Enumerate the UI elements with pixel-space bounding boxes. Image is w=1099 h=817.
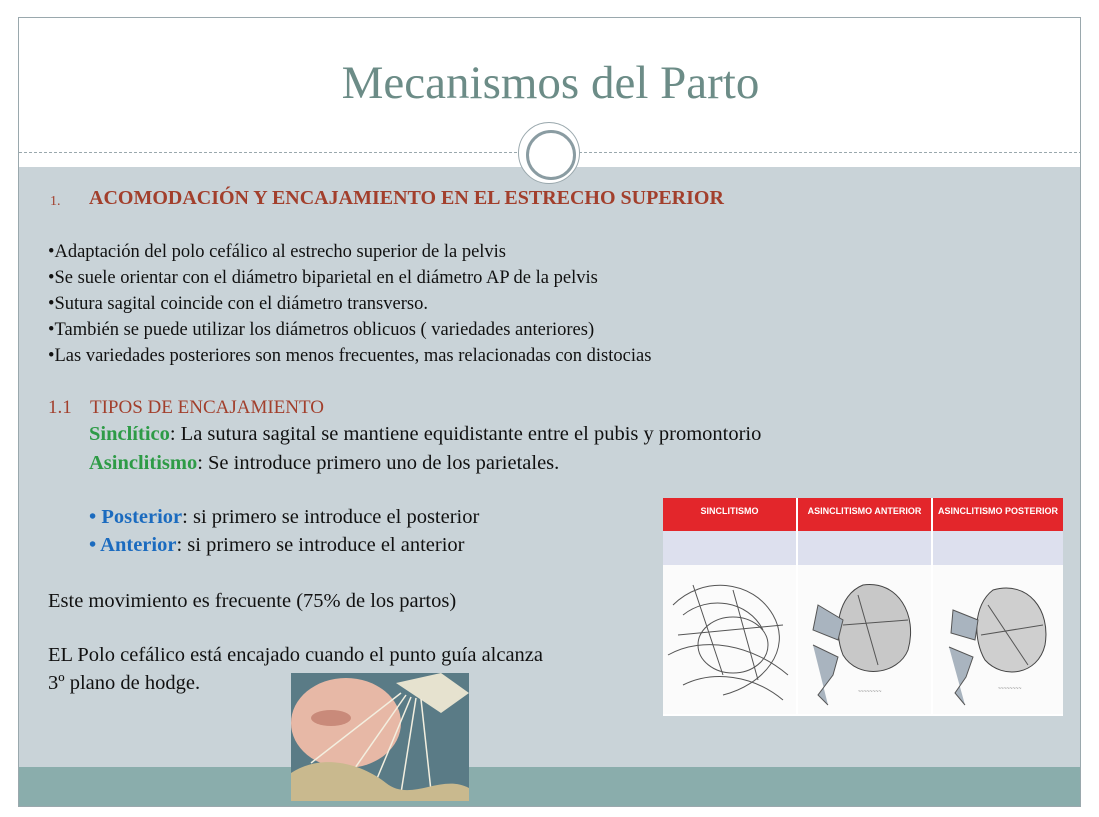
section-heading: ACOMODACIÓN Y ENCAJAMIENTO EN EL ESTRECHO SUPERIOR [89, 187, 724, 209]
bullet-item: •Las variedades posteriores son menos frecuentes, mas relacionadas con distocias [48, 346, 652, 366]
subtype-anterior [89, 534, 465, 557]
engaged-text-line2: 3º plano de hodge. [48, 672, 201, 694]
subtype-posterior [89, 506, 479, 529]
figure-band [798, 531, 931, 565]
figure-band [663, 531, 796, 565]
figure-column-header: SINCLITISMO [663, 498, 796, 531]
subtype-description: : si primero se introduce el anterior [176, 534, 465, 556]
slide-title: Mecanismos del Parto [341, 57, 760, 109]
posterior-asynclitism-drawing-icon [933, 565, 1063, 714]
bullet-item: •Adaptación del polo cefálico al estrecho superior de la pelvis [48, 242, 507, 262]
fetal-head-engagement-icon [291, 673, 469, 801]
synclitism-drawing-icon [663, 565, 796, 714]
engaged-text-line1: EL Polo cefálico está encajado cuando el punto guía alcanza [48, 644, 544, 666]
bullet-item: •Se suele orientar con el diámetro biparietal en el diámetro AP de la pelvis [48, 268, 598, 288]
type-sinclitico [89, 423, 761, 446]
bullet-item: •También se puede utilizar los diámetros oblicuos ( variedades anteriores) [48, 320, 595, 340]
subsection-heading: TIPOS DE ENCAJAMIENTO [90, 397, 324, 418]
type-term: Sinclítico [89, 423, 170, 445]
figure-column-header: ASINCLITISMO POSTERIOR [933, 498, 1063, 531]
subtype-term: Anterior [100, 534, 177, 556]
fetal-head-photo [291, 673, 469, 801]
type-term: Asinclitismo [89, 452, 198, 474]
figure-column-header: ASINCLITISMO ANTERIOR [798, 498, 931, 531]
subsection-number: 1.1 [48, 397, 72, 418]
anterior-asynclitism-drawing-icon [798, 565, 931, 714]
subtype-bullet: • [89, 506, 102, 528]
slide [18, 17, 1081, 807]
svg-text:~~~~~~~~: ~~~~~~~~ [858, 689, 882, 695]
frequency-text: Este movimiento es frecuente (75% de los partos) [48, 590, 457, 612]
type-description: : La sutura sagital se mantiene equidistante entre el pubis y promontorio [169, 423, 762, 445]
type-description: : Se introduce primero uno de los parietales. [197, 452, 560, 474]
type-asinclitismo [89, 452, 559, 475]
subtype-description: : si primero se introduce el posterior [182, 506, 480, 528]
subtype-term: Posterior [101, 506, 183, 528]
svg-text:~~~~~~~~: ~~~~~~~~ [998, 686, 1022, 692]
subtype-bullet: • [89, 534, 101, 556]
figure-band [933, 531, 1063, 565]
bullet-item: •Sutura sagital coincide con el diámetro transverso. [48, 294, 428, 314]
section-number: 1. [50, 194, 61, 209]
synclitism-figure [663, 498, 1063, 716]
